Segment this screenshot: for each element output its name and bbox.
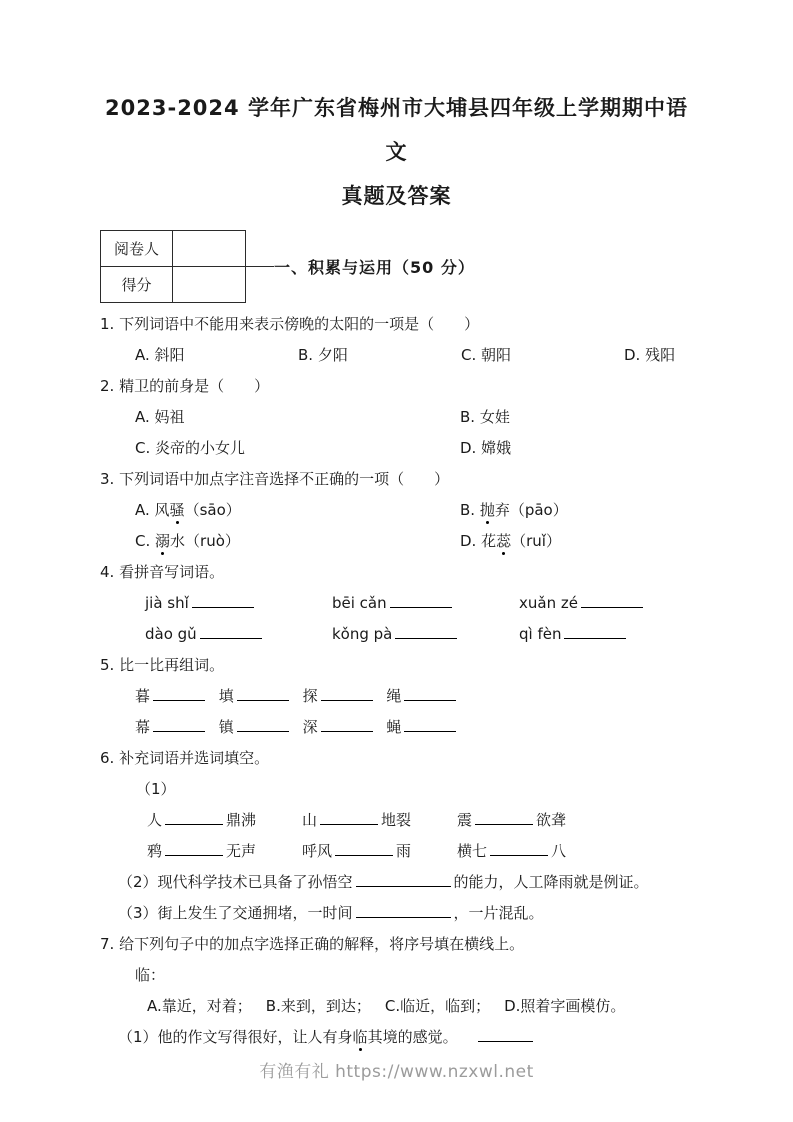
answer-blank [192,595,254,608]
option-c: C.临近，临到； [384,997,491,1015]
option-a: A.靠近，对着； [147,997,252,1015]
emphasized-char: 骚 [169,501,185,519]
page-title [100,86,693,218]
question-6-stem: 6. 补充词语并选词填空。 [100,749,270,767]
sentence-post: 其境的感觉。 [367,1028,458,1046]
idiom-pre: 横七 [457,842,488,860]
compare-word-item [386,686,459,706]
compare-word-item [303,686,376,706]
option-c: C. 朝阳 [461,346,512,364]
option-text: （sāo） [184,501,241,519]
pinyin-item [519,624,629,644]
character: 探 [302,687,318,705]
idiom-pre: 山 [302,811,318,829]
answer-blank [200,626,262,639]
idiom-fill-item [457,841,566,861]
pinyin-item [145,593,332,613]
option-a [135,500,460,520]
idiom-post: 雨 [396,842,412,860]
question-4-pinyin-row2 [100,624,693,644]
section-heading-text: 一、积累与运用（50 分） [274,258,475,277]
page-title-line1: 2023-2024 学年广东省梅州市大埔县四年级上学期期中语文 [105,96,688,164]
idiom-fill-item [302,810,457,830]
option-d: D.照着字画模仿。 [504,997,626,1015]
pinyin-item [332,624,519,644]
idiom-pre: 呼风 [302,842,333,860]
pinyin-text: xuǎn zé [519,594,578,612]
question-6-part3 [100,903,693,923]
compare-word-item [386,717,459,737]
character: 深 [302,718,318,736]
heading-connector-line [246,266,274,267]
option-d: D. 残阳 [624,346,676,364]
answer-blank [321,688,373,701]
sentence-pre: （1）他的作文写得很好，让人有身 [118,1028,353,1046]
idiom-fill-item [457,810,566,830]
option-c: C. 炎帝的小女儿 [135,439,246,457]
answer-blank [356,905,451,918]
option-text: 弃（pāo） [494,501,568,519]
pinyin-item [145,624,332,644]
option-text: C. [135,532,156,550]
option-text: D. 花 [460,532,497,550]
sentence-post: ，一片混乱。 [453,904,544,922]
page-title-line2: 真题及答案 [341,184,452,208]
footer-watermark: 有渔有礼 https://www.nzxwl.net [259,1062,534,1082]
question-3 [100,469,693,551]
idiom-post: 欲聋 [536,811,567,829]
question-3-stem: 3. 下列词语中加点字注音选择不正确的一项（ ） [100,470,450,488]
answer-blank [404,719,456,732]
question-1-stem: 1. 下列词语中不能用来表示傍晚的太阳的一项是（ ） [100,315,480,333]
emphasized-char: 抛 [479,501,495,519]
answer-blank [564,626,626,639]
pinyin-text: dào gǔ [145,625,197,643]
option-text: （ruǐ） [511,532,561,550]
question-2-stem: 2. 精卫的前身是（ ） [100,377,270,395]
emphasized-char: 蕊 [496,532,512,550]
question-5-stem: 5. 比一比再组词。 [100,656,225,674]
grading-table-examiner-value-cell [173,231,246,267]
answer-blank [165,843,223,856]
character: 镇 [218,718,234,736]
option-b: B. 夕阳 [298,346,348,364]
idiom-fill-item [147,810,302,830]
grading-table [100,230,246,303]
question-4-pinyin-row1 [100,593,693,613]
question-6 [100,748,693,923]
question-1 [100,314,693,365]
pinyin-text: bēi cǎn [332,594,387,612]
sentence-pre: （2）现代科学技术已具备了孙悟空 [118,873,353,891]
question-3-options-row2 [100,531,693,551]
answer-blank [335,843,393,856]
question-7-stem: 7. 给下列句子中的加点字选择正确的解释，将序号填在横线上。 [100,935,525,953]
question-6-part2 [100,872,693,892]
question-2-options-row2 [100,438,693,458]
option-b [460,500,568,520]
answer-blank [237,719,289,732]
question-4 [100,562,693,644]
character: 绳 [386,687,402,705]
emphasized-char: 临 [352,1028,368,1046]
emphasized-char: 溺 [155,532,171,550]
character: 幕 [135,718,151,736]
answer-blank [404,688,456,701]
compare-word-item [303,717,376,737]
idiom-post: 鼎沸 [226,811,257,829]
option-a: A. 斜阳 [135,346,185,364]
question-6-part1-label: （1） [136,780,176,798]
answer-blank [153,719,205,732]
idiom-pre: 人 [147,811,163,829]
grading-table-score-value-cell [173,267,246,303]
option-d: D. 嫦娥 [460,439,512,457]
compare-word-item [219,717,292,737]
character: 蝇 [386,718,402,736]
question-7-options [100,996,693,1016]
compare-word-item [219,686,292,706]
pinyin-item [332,593,519,613]
idiom-fill-item [302,841,457,861]
answer-blank [237,688,289,701]
option-text: B. [460,501,480,519]
option-b: B. 女娃 [460,408,510,426]
character: 填 [218,687,234,705]
answer-blank [390,595,452,608]
answer-blank [356,874,451,887]
question-5-row2 [100,717,693,737]
idiom-post: 八 [551,842,567,860]
answer-blank [320,812,378,825]
pinyin-text: kǒng pà [332,625,393,643]
question-6-fill-row2 [100,841,693,861]
sentence-post: 的能力，人工降雨就是例证。 [453,873,649,891]
question-2 [100,376,693,458]
exam-content [100,0,693,1058]
question-5 [100,655,693,737]
answer-blank [475,812,533,825]
option-c [135,531,460,551]
question-5-row1 [100,686,693,706]
character: 暮 [135,687,151,705]
question-2-options-row1 [100,407,693,427]
option-text: 水（ruò） [170,532,240,550]
answer-blank [321,719,373,732]
answer-blank [153,688,205,701]
question-7 [100,934,693,1047]
idiom-pre: 震 [457,811,473,829]
answer-blank [395,626,457,639]
question-7-target-word: 临： [135,966,166,984]
question-6-fill-row1 [100,810,693,830]
sentence-pre: （3）街上发生了交通拥堵，一时间 [118,904,353,922]
answer-blank [478,1029,533,1042]
question-3-options-row1 [100,500,693,520]
question-7-sub1 [100,1027,693,1047]
table-row [101,267,246,303]
question-4-stem: 4. 看拼音写词语。 [100,563,225,581]
grading-table-label-score: 得分 [101,267,173,303]
idiom-pre: 鸦 [147,842,163,860]
pinyin-item [519,593,646,613]
option-b: B.来到，到达； [265,997,371,1015]
compare-word-item [135,717,208,737]
answer-blank [165,812,223,825]
idiom-post: 地裂 [381,811,412,829]
pinyin-text: qì fèn [519,625,562,643]
compare-word-item [135,686,208,706]
section-heading [246,255,475,278]
answer-blank [490,843,548,856]
pinyin-text: jià shǐ [145,594,189,612]
grading-section [100,230,693,303]
grading-table-label-examiner: 阅卷人 [101,231,173,267]
question-1-options [100,345,693,365]
option-d [460,531,561,551]
idiom-post: 无声 [226,842,257,860]
idiom-fill-item [147,841,302,861]
table-row [101,231,246,267]
option-a: A. 妈祖 [135,408,185,426]
option-text: A. 风 [135,501,170,519]
answer-blank [581,595,643,608]
